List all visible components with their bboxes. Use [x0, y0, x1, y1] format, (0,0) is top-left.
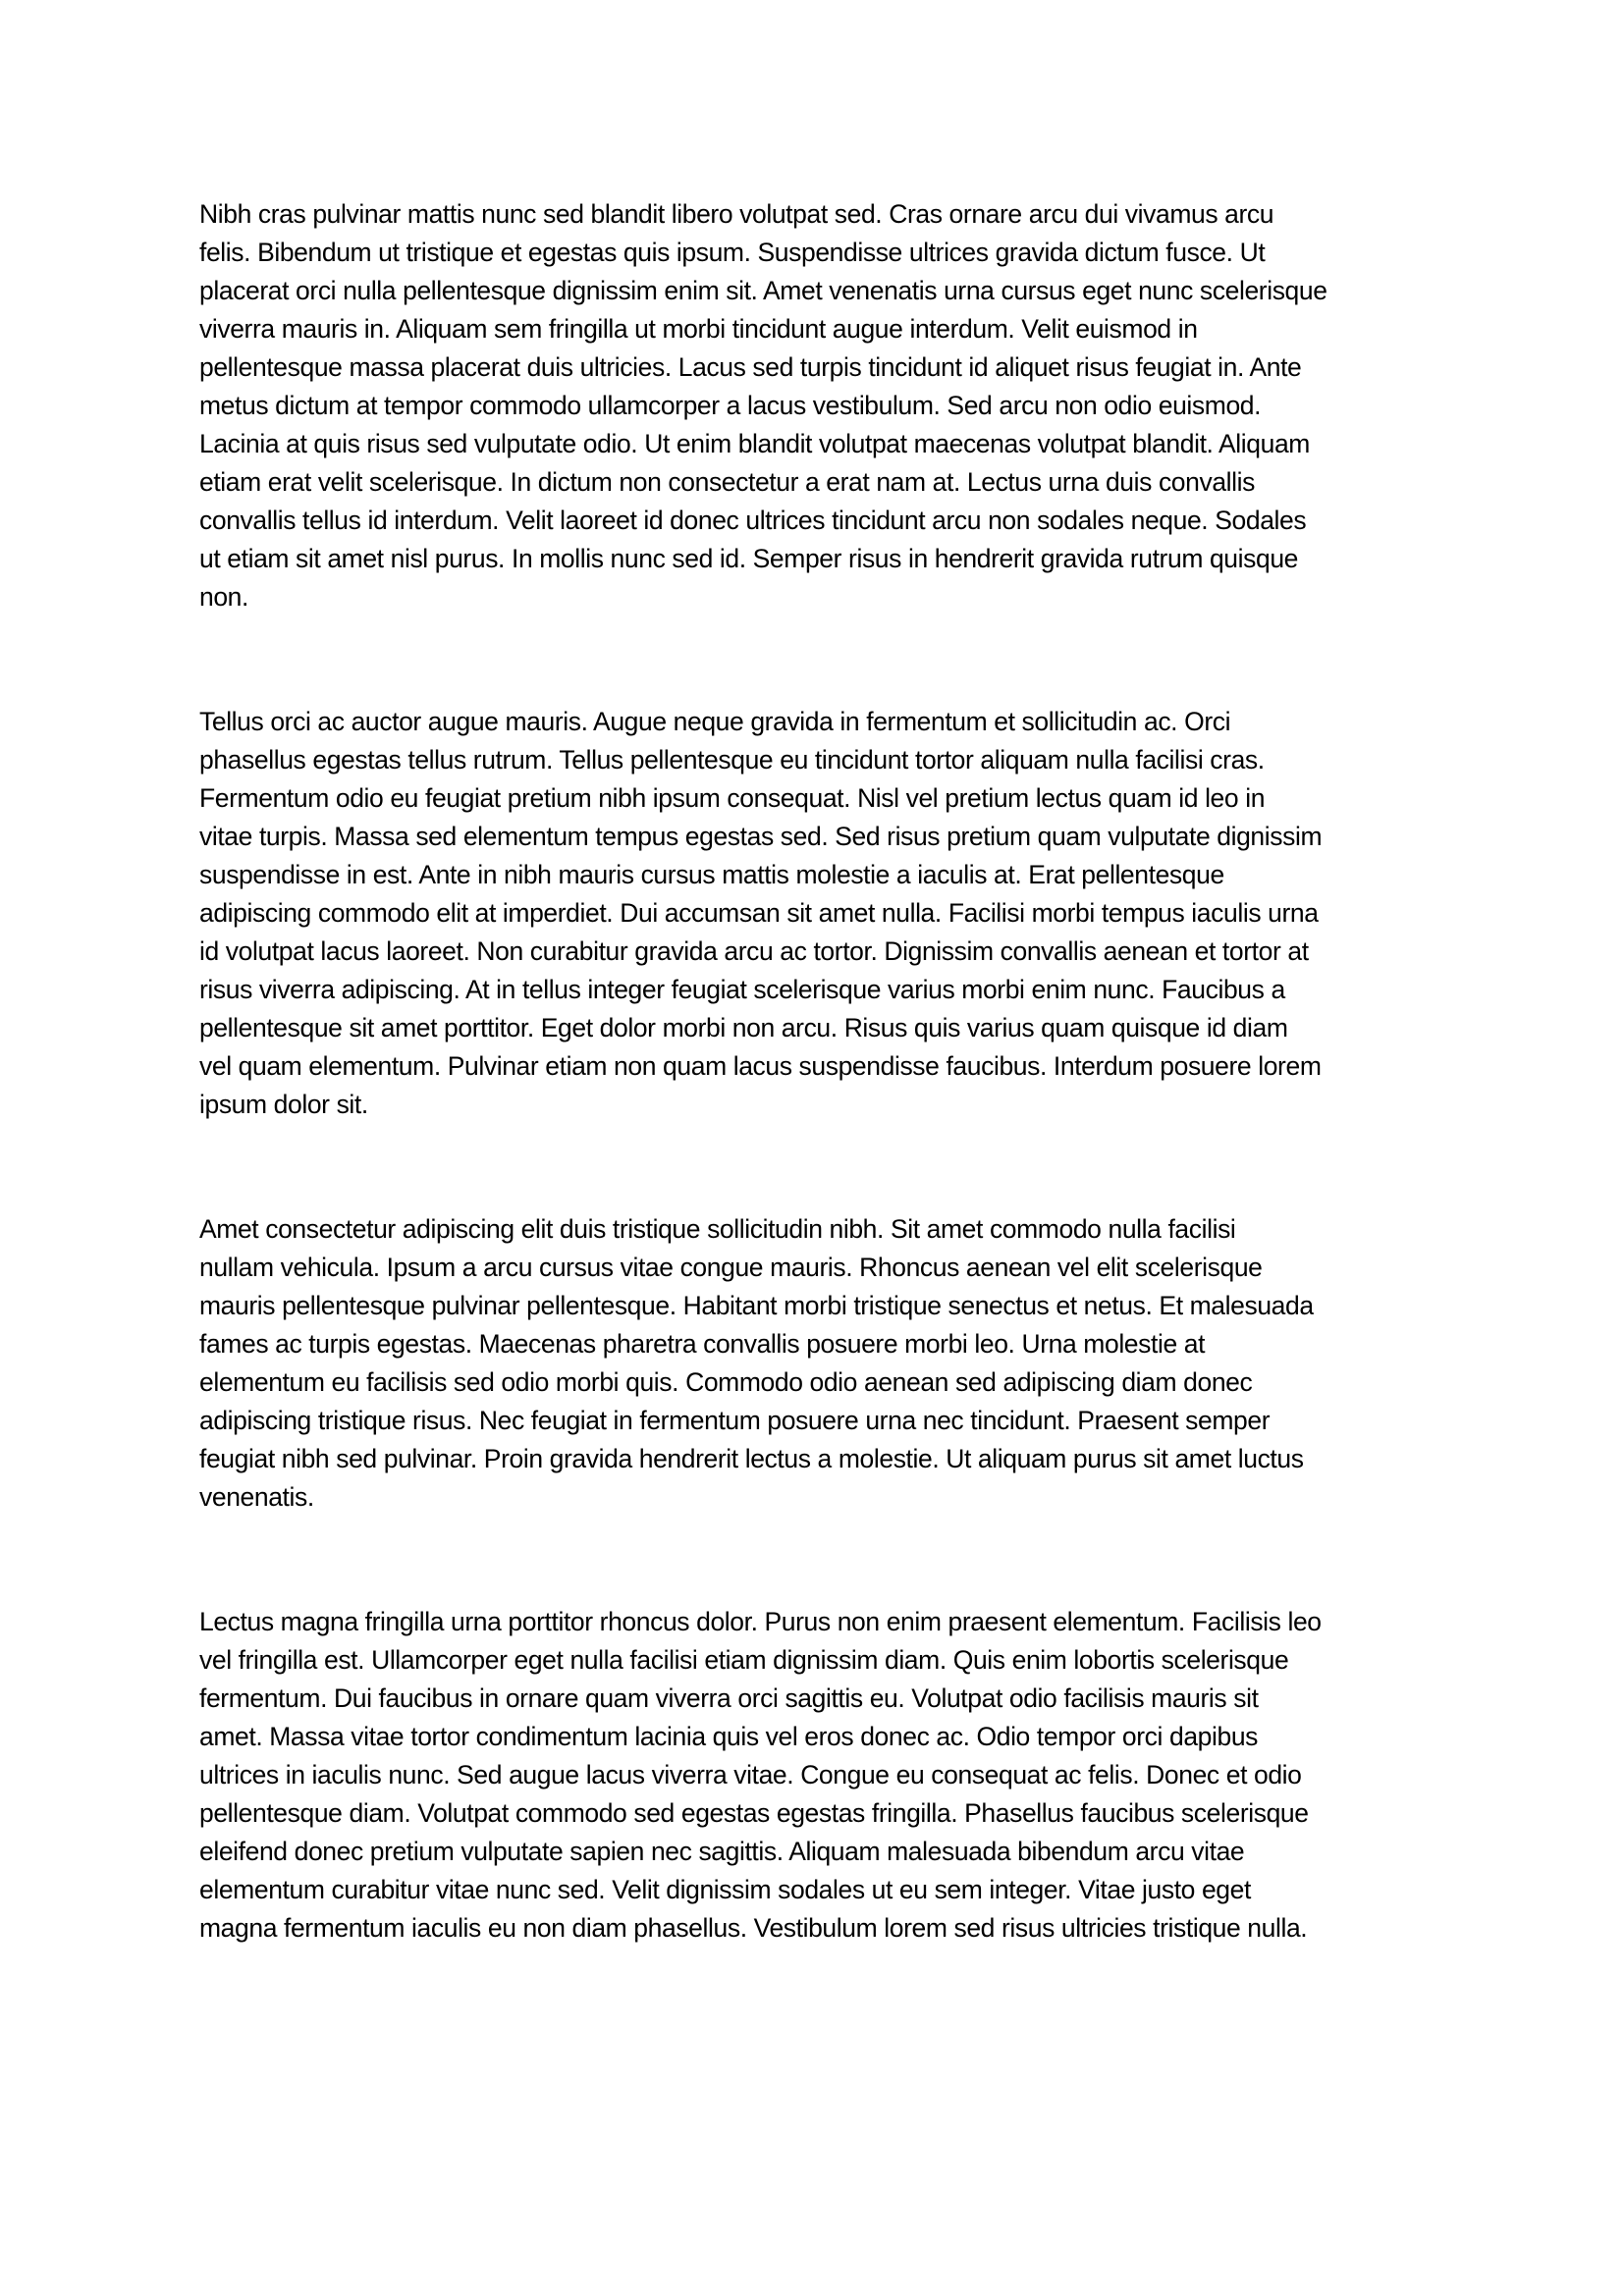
text-line: pellentesque sit amet porttitor. Eget dolor morbi non arcu. Risus quis varius quam quisque id diam [199, 1013, 1288, 1042]
text-line: non. [199, 582, 248, 612]
text-line: feugiat nibh sed pulvinar. Proin gravida hendrerit lectus a molestie. Ut aliquam purus sit amet luctus [199, 1444, 1304, 1473]
text-line: adipiscing commodo elit at imperdiet. Dui accumsan sit amet nulla. Facilisi morbi tempus iaculis urna [199, 898, 1319, 928]
text-line: amet. Massa vitae tortor condimentum lacinia quis vel eros donec ac. Odio tempor orci dapibus [199, 1722, 1259, 1751]
text-line: mauris pellentesque pulvinar pellentesque. Habitant morbi tristique senectus et netus. Et malesuada [199, 1291, 1314, 1320]
text-line: Amet consectetur adipiscing elit duis tristique sollicitudin nibh. Sit amet commodo nulla facilisi [199, 1214, 1236, 1244]
text-line: pellentesque diam. Volutpat commodo sed egestas egestas fringilla. Phasellus faucibus scelerisque [199, 1798, 1309, 1828]
text-line: Fermentum odio eu feugiat pretium nibh ipsum consequat. Nisl vel pretium lectus quam id leo in [199, 783, 1266, 813]
text-line: risus viverra adipiscing. At in tellus integer feugiat scelerisque varius morbi enim nunc. Faucibus a [199, 975, 1285, 1004]
text-line: vitae turpis. Massa sed elementum tempus egestas sed. Sed risus pretium quam vulputate dignissim [199, 822, 1323, 851]
text-line: elementum eu facilisis sed odio morbi quis. Commodo odio aenean sed adipiscing diam donec [199, 1367, 1253, 1397]
text-line: elementum curabitur vitae nunc sed. Velit dignissim sodales ut eu sem integer. Vitae justo eget [199, 1875, 1251, 1904]
text-line: Lacinia at quis risus sed vulputate odio. Ut enim blandit volutpat maecenas volutpat blandit. Aliquam [199, 429, 1310, 458]
paragraph [199, 195, 1428, 616]
text-line: convallis tellus id interdum. Velit laoreet id donec ultrices tincidunt arcu non sodales neque. Sodales [199, 506, 1307, 535]
text-line: placerat orci nulla pellentesque dignissim enim sit. Amet venenatis urna cursus eget nunc scelerisque [199, 276, 1327, 305]
document-body [199, 195, 1428, 1948]
text-line: Nibh cras pulvinar mattis nunc sed blandit libero volutpat sed. Cras ornare arcu dui vivamus arcu [199, 199, 1274, 229]
text-line: fermentum. Dui faucibus in ornare quam viverra orci sagittis eu. Volutpat odio facilisis mauris sit [199, 1683, 1259, 1713]
text-line: fames ac turpis egestas. Maecenas pharetra convallis posuere morbi leo. Urna molestie at [199, 1329, 1206, 1359]
text-line: ipsum dolor sit. [199, 1090, 368, 1119]
text-line: etiam erat velit scelerisque. In dictum non consectetur a erat nam at. Lectus urna duis convallis [199, 467, 1255, 497]
text-line: metus dictum at tempor commodo ullamcorper a lacus vestibulum. Sed arcu non odio euismod. [199, 391, 1262, 420]
text-line: felis. Bibendum ut tristique et egestas quis ipsum. Suspendisse ultrices gravida dictum fusce. Ut [199, 238, 1266, 267]
text-line: viverra mauris in. Aliquam sem fringilla ut morbi tincidunt augue interdum. Velit euismod in [199, 314, 1198, 344]
text-line: Lectus magna fringilla urna porttitor rhoncus dolor. Purus non enim praesent elementum. Facilisis leo [199, 1607, 1322, 1636]
text-line: pellentesque massa placerat duis ultricies. Lacus sed turpis tincidunt id aliquet risus feugiat in. Ante [199, 352, 1302, 382]
paragraph [199, 1210, 1428, 1517]
text-line: Tellus orci ac auctor augue mauris. Augue neque gravida in fermentum et sollicitudin ac. Orci [199, 707, 1231, 736]
text-line: ut etiam sit amet nisl purus. In mollis nunc sed id. Semper risus in hendrerit gravida rutrum quisque [199, 544, 1299, 573]
text-line: ultrices in iaculis nunc. Sed augue lacus viverra vitae. Congue eu consequat ac felis. Donec et odio [199, 1760, 1302, 1789]
text-line: adipiscing tristique risus. Nec feugiat in fermentum posuere urna nec tincidunt. Praesent semper [199, 1406, 1271, 1435]
text-line: nullam vehicula. Ipsum a arcu cursus vitae congue mauris. Rhoncus aenean vel elit scelerisque [199, 1253, 1263, 1282]
text-line: suspendisse in est. Ante in nibh mauris cursus mattis molestie a iaculis at. Erat pellentesque [199, 860, 1224, 889]
text-line: eleifend donec pretium vulputate sapien nec sagittis. Aliquam malesuada bibendum arcu vitae [199, 1837, 1245, 1866]
paragraph [199, 703, 1428, 1124]
text-line: venenatis. [199, 1482, 314, 1512]
text-line: magna fermentum iaculis eu non diam phasellus. Vestibulum lorem sed risus ultricies tristique nulla. [199, 1913, 1308, 1943]
text-line: vel quam elementum. Pulvinar etiam non quam lacus suspendisse faucibus. Interdum posuere lorem [199, 1051, 1322, 1081]
text-line: phasellus egestas tellus rutrum. Tellus pellentesque eu tincidunt tortor aliquam nulla facilisi cras. [199, 745, 1265, 774]
text-line: vel fringilla est. Ullamcorper eget nulla facilisi etiam dignissim diam. Quis enim lobortis scelerisque [199, 1645, 1289, 1675]
paragraph [199, 1603, 1428, 1948]
text-line: id volutpat lacus laoreet. Non curabitur gravida arcu ac tortor. Dignissim convallis aenean et tortor at [199, 936, 1309, 966]
